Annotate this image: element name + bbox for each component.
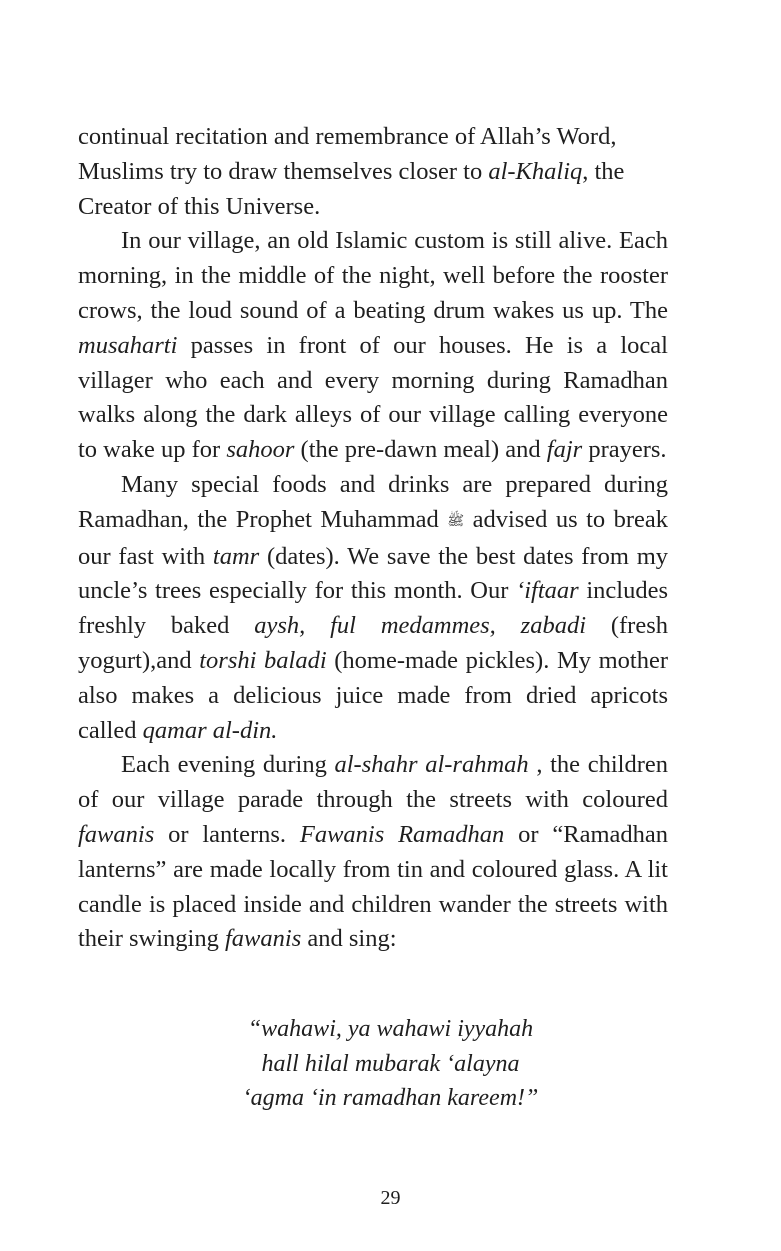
poem-line: “wahawi, ya wahawi iyyahah xyxy=(247,1016,534,1042)
text-run: (home-made pickles). My mother also makes a delicious juice made from dried apricots called xyxy=(78,646,668,744)
paragraph-4 xyxy=(78,748,668,957)
text-run: includes freshly baked xyxy=(78,577,668,640)
italic-term: al-shahr al-rahmah xyxy=(334,751,529,779)
body-text xyxy=(78,120,668,957)
italic-term: fawanis xyxy=(225,925,302,953)
italic-term: tamr xyxy=(212,542,260,570)
poem-line: hall hilal mubarak ‘alayna xyxy=(261,1050,520,1077)
text-run: passes in front of our houses. He is a local villager who each and every morning during Ramadhan walks along the dark alleys of our village calling everyone to wake up for xyxy=(78,331,668,464)
italic-term: fajr xyxy=(546,436,583,464)
text-run: In our village, an old Islamic custom is still alive. Each morning, in the middle of the night, well before the rooster crows, the loud sound of a beating drum wakes us up. The xyxy=(78,227,668,324)
text-run: or “Ramadhan lanterns” are made locally from tin and coloured glass. A lit candle is placed inside and children wander the streets with their swinging xyxy=(78,820,668,953)
paragraph-1 xyxy=(78,120,668,224)
text-run: (dates). We save the best dates from my uncle’s trees especially for this month. Our xyxy=(78,542,669,605)
text-run: , the children of our village parade through the streets with coloured xyxy=(78,751,668,814)
text-run: Many special foods and drinks are prepared during Ramadhan, the Prophet Muhammad xyxy=(78,470,668,533)
text-run: or lanterns. xyxy=(154,820,300,848)
italic-term: al-Khaliq xyxy=(488,157,583,185)
poem-line: ‘agma ‘in ramadhan kareem!” xyxy=(242,1085,539,1111)
italic-term: Fawanis Ramadhan xyxy=(299,820,505,848)
text-run: advised us to break our fast with xyxy=(78,505,668,570)
italic-term: sahoor xyxy=(226,436,295,464)
poem-stanza xyxy=(0,1012,781,1116)
italic-term: torshi baladi xyxy=(199,646,327,674)
honorific-glyph: ﷺ xyxy=(447,513,465,529)
text-run: continual recitation and remembrance of Allah’s Word, Muslims try to draw themselves closer to xyxy=(78,123,617,185)
text-run: Each evening during xyxy=(121,751,335,779)
italic-term: ‘iftaar xyxy=(516,577,579,605)
page-number: 29 xyxy=(380,1187,401,1209)
text-run: , the Creator of this Universe. xyxy=(78,157,625,220)
italic-term: qamar al-din. xyxy=(142,716,278,744)
italic-term: musaharti xyxy=(78,331,178,359)
italic-term: aysh, ful medammes, zabadi xyxy=(254,612,586,640)
paragraph-2 xyxy=(78,224,668,468)
text-run: (fresh yogurt),and xyxy=(78,612,668,674)
italic-term: fawanis xyxy=(78,820,155,848)
text-run: prayers. xyxy=(582,436,667,464)
text-run: (the pre-dawn meal) and xyxy=(294,436,547,464)
text-run: and sing: xyxy=(301,925,397,953)
paragraph-3 xyxy=(78,468,668,748)
